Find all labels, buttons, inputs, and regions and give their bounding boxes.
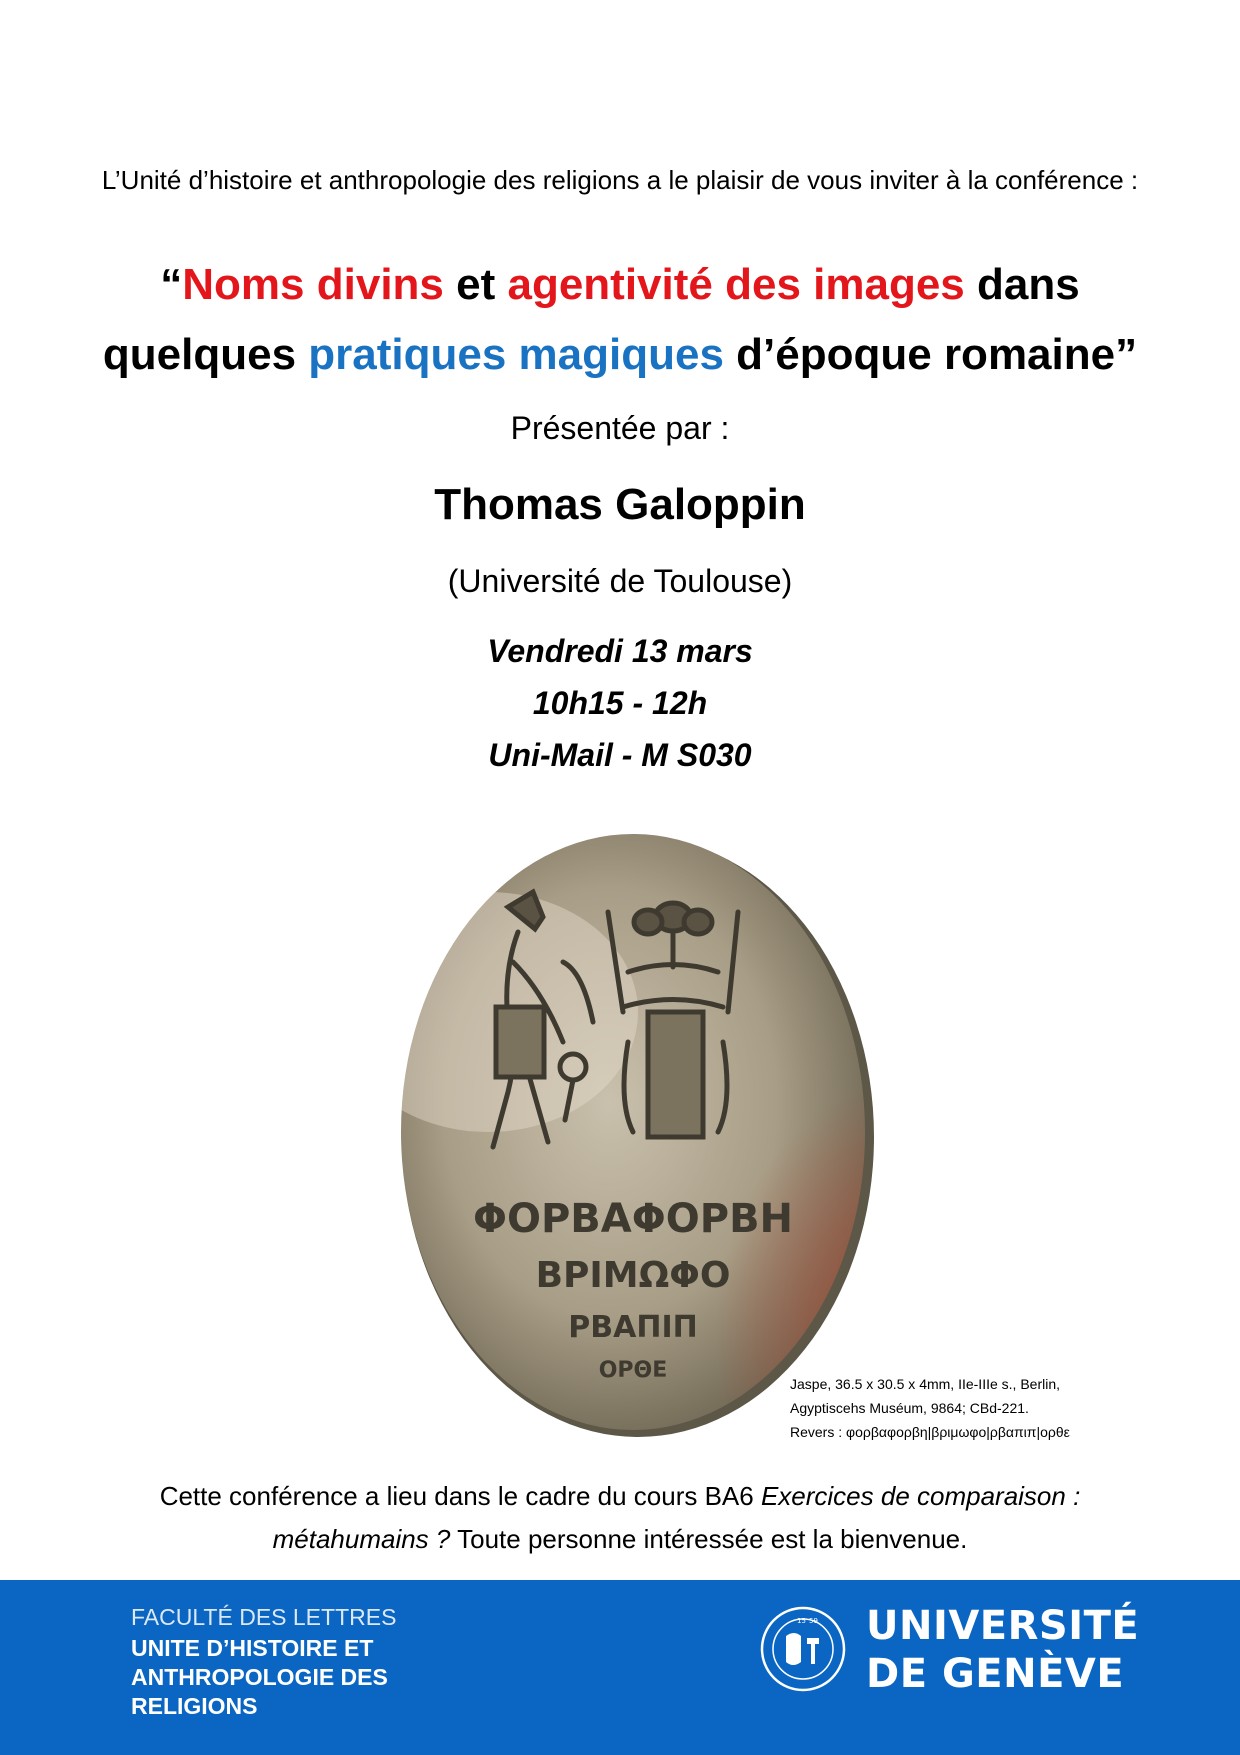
university-name-line: UNIVERSITÉ — [866, 1603, 1140, 1649]
title-open-quote: “ — [160, 260, 183, 309]
course-note-line-2 — [0, 1518, 1240, 1561]
course-note-text: Cette conférence a lieu dans le cadre du cours BA6 — [159, 1481, 761, 1511]
course-note-line-1 — [0, 1475, 1240, 1518]
gem-inscription-line-1: ΦΟΡΒΑΦΟΡΒΗ — [472, 1196, 794, 1242]
university-seal-logo — [760, 1606, 846, 1692]
svg-text:15: 15 — [797, 1617, 806, 1625]
lecture-title-line-2 — [0, 330, 1240, 380]
title-divine-names: Noms divins — [182, 260, 444, 309]
unit-name-line: UNITE D’HISTOIRE ET — [131, 1635, 374, 1661]
title-roman-era: d’époque romaine” — [723, 330, 1138, 379]
footer-banner — [0, 1580, 1240, 1755]
title-image-agency: agentivité des images — [507, 260, 965, 309]
unit-name-line: ANTHROPOLOGIE DES — [131, 1664, 388, 1690]
course-title: Exercices de comparaison : — [760, 1481, 1081, 1511]
title-magical-practices: pratiques magiques — [308, 330, 724, 379]
title-quelques: quelques — [102, 330, 309, 379]
unit-name-line: RELIGIONS — [131, 1693, 258, 1719]
welcome-text: Toute personne intéressée est la bienvenue. — [450, 1524, 968, 1554]
image-caption — [790, 1372, 1110, 1444]
event-time: 10h15 - 12h — [532, 685, 708, 721]
course-note — [0, 1475, 1240, 1561]
faculty-name: FACULTÉ DES LETTRES — [131, 1604, 397, 1630]
gem-inscription-line-3: ΡΒΑΠΙΠ — [568, 1310, 698, 1345]
caption-line: Agyptiscehs Muséum, 9864; CBd-221. — [790, 1400, 1029, 1416]
event-date: Vendredi 13 mars — [487, 633, 753, 669]
title-dans: dans — [964, 260, 1080, 309]
svg-text:59: 59 — [809, 1617, 818, 1625]
university-name — [866, 1602, 1139, 1698]
unit-name — [131, 1634, 388, 1721]
caption-line: Revers : φορβαφορβη|βριμωφο|ρβαπιπ|ορθε — [790, 1424, 1070, 1440]
title-connector: et — [443, 260, 508, 309]
gem-inscription-line-4: ΟΡΘΕ — [598, 1358, 668, 1383]
course-subtitle: métahumains ? — [272, 1524, 451, 1554]
speaker-name: Thomas Galoppin — [434, 480, 806, 529]
speaker-affiliation: (Université de Toulouse) — [447, 563, 793, 599]
intro-text: L’Unité d’histoire et anthropologie des religions a le plaisir de vous inviter à la conférence : — [101, 165, 1139, 195]
gem-inscription-line-2: ΒΡΙΜΩΦΟ — [535, 1255, 731, 1296]
university-name-line: DE GENÈVE — [866, 1651, 1125, 1697]
event-room: Uni-Mail - M S030 — [488, 737, 752, 773]
lecture-title-line-1 — [0, 260, 1240, 310]
presented-by-label: Présentée par : — [510, 410, 730, 446]
caption-line: Jaspe, 36.5 x 30.5 x 4mm, IIe-IIIe s., Berlin, — [790, 1376, 1061, 1392]
engraved-gem-image — [368, 812, 898, 1452]
